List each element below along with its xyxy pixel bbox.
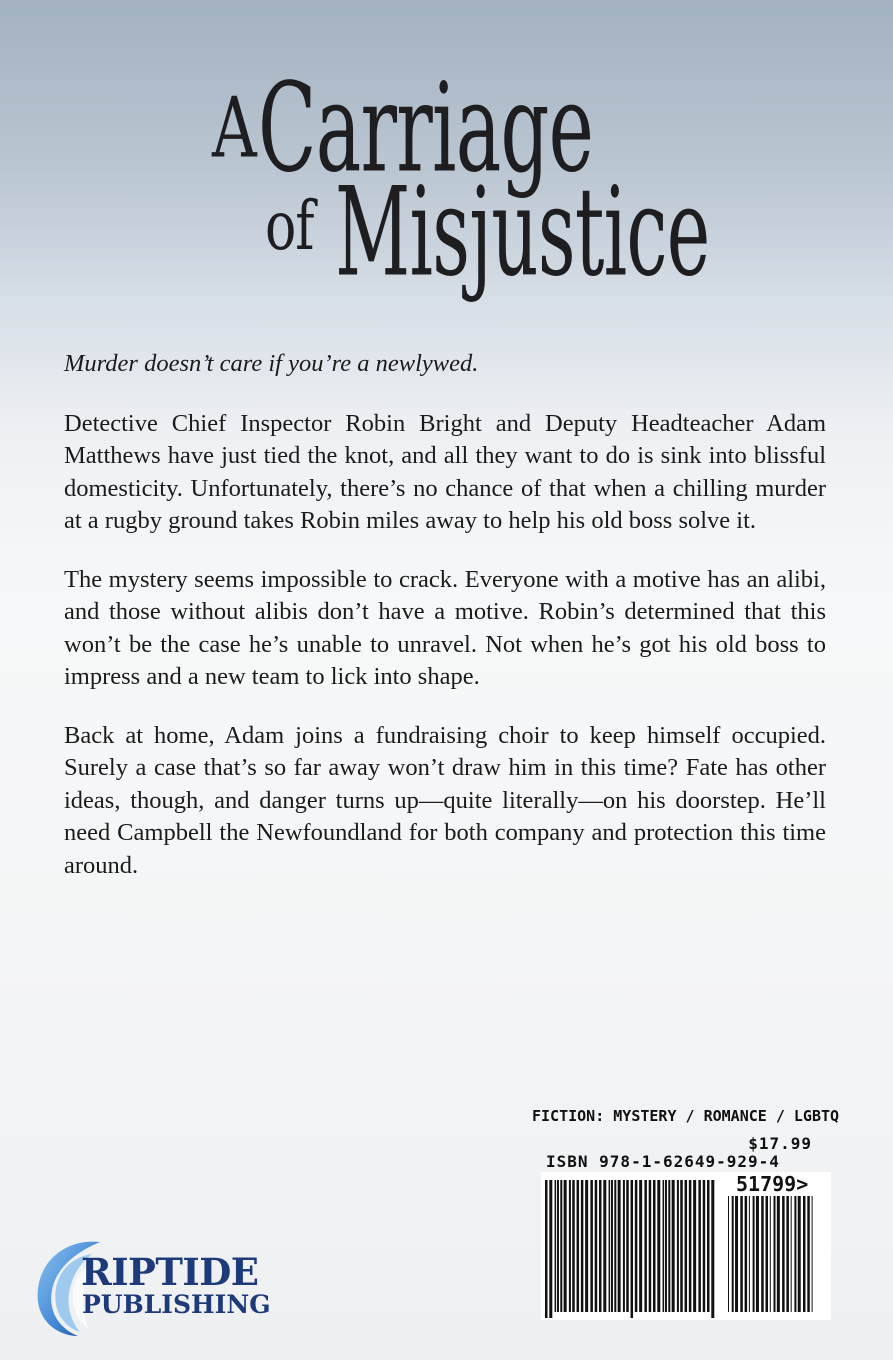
blurb-paragraph-3: Back at home, Adam joins a fundraising choir to keep himself occupied. Surely a case that’s so far away won’t draw him in this time? Fate has other ideas, though, and danger turns up—quite literally—on his doorstep. He’ll need Campbell the Newfoundland for both company and protection this time around. [64, 721, 826, 879]
barcode-bar [791, 1196, 792, 1312]
barcode-bar [623, 1180, 625, 1312]
blurb-tagline: Murder doesn’t care if you’re a newlywed. [64, 350, 479, 377]
barcode-bar [680, 1180, 683, 1312]
barcode-bar [693, 1180, 696, 1312]
barcode-bar [798, 1196, 801, 1312]
barcode-bar [685, 1180, 688, 1312]
barcode-bar [564, 1180, 567, 1312]
barcode-bar [774, 1196, 776, 1312]
barcode-bar [631, 1180, 634, 1318]
barcode-bar [689, 1180, 692, 1312]
barcode-bar [653, 1180, 656, 1312]
barcode-bar [545, 1180, 548, 1318]
barcode-bar [732, 1196, 734, 1312]
title-word-a: A [212, 78, 256, 177]
barcode-bar [609, 1180, 611, 1312]
price-label: $17.99 [748, 1134, 812, 1153]
barcode-bar [611, 1180, 613, 1312]
title-word-carriage: Carriage [258, 58, 594, 201]
barcode-bar [665, 1180, 667, 1312]
barcode-bar [803, 1196, 806, 1312]
barcode-supplement-code: 51799> [736, 1172, 809, 1196]
barcode-bar [672, 1180, 675, 1312]
publisher-name-line1: RIPTIDE [81, 1250, 259, 1294]
barcode-bar [603, 1180, 606, 1312]
barcode-bar [698, 1180, 701, 1312]
barcode-bar [766, 1196, 769, 1312]
barcode-bar [549, 1180, 552, 1318]
barcode-bar [557, 1180, 559, 1312]
barcode-bar [740, 1196, 743, 1312]
publisher-logo [30, 1232, 270, 1340]
barcode-bar [560, 1180, 562, 1312]
isbn-barcode [545, 1180, 715, 1318]
barcode-bar [595, 1180, 598, 1312]
barcode-bar [663, 1180, 665, 1312]
title-word-of: of [265, 188, 314, 266]
barcode-bar [703, 1180, 706, 1312]
barcode-bar [639, 1180, 642, 1312]
barcode-bar [585, 1180, 588, 1312]
barcode-bar [581, 1180, 584, 1312]
barcode-bar [657, 1180, 660, 1312]
isbn-label: ISBN 978-1-62649-929-4 [546, 1152, 780, 1171]
barcode-bar [569, 1180, 571, 1312]
barcode-bar [599, 1180, 602, 1312]
barcode-bar [590, 1180, 593, 1312]
blurb-paragraph-1: Detective Chief Inspector Robin Bright and Deputy Headteacher Adam Matthews have just tied the knot, and all they want to do is sink into blissful domesticity. Unfortunately, there’s no chance of that when a chilling murder at a rugby ground takes Robin miles away to help his old boss solve it. [64, 409, 826, 534]
barcode-bar [786, 1196, 789, 1312]
barcode-bar [572, 1180, 575, 1312]
barcode-bar [577, 1180, 580, 1312]
barcode-bar [635, 1180, 638, 1312]
title-word-misjustice: Misjustice [335, 162, 710, 305]
barcode-bar [782, 1196, 785, 1312]
barcode-bar [614, 1180, 616, 1312]
barcode-bar [677, 1180, 679, 1312]
publisher-name-line2: PUBLISHING [82, 1290, 271, 1319]
book-title [0, 0, 893, 320]
genre-label: FICTION: MYSTERY / ROMANCE / LGBTQ [532, 1107, 840, 1125]
barcode-bar [711, 1180, 714, 1318]
blurb-paragraph-2: The mystery seems impossible to crack. Everyone with a motive has an alibi, and those without alibis don’t have a motive. Robin’s determined that this won’t be the case he’s unable to unravel. Not when he’s got his old boss to impress and a new team to lick into shape. [64, 565, 826, 690]
barcode-bar [777, 1196, 780, 1312]
barcode-bar [668, 1180, 670, 1312]
barcode-bar [618, 1180, 621, 1312]
barcode-bar [649, 1180, 652, 1312]
barcode-bar [644, 1180, 647, 1312]
barcode-bar [794, 1196, 796, 1312]
barcode-bar [745, 1196, 748, 1312]
barcode-bar [626, 1180, 629, 1312]
book-blurb [64, 348, 826, 908]
barcode-bar [770, 1196, 771, 1312]
barcode-bar [555, 1180, 557, 1312]
barcode-bar [756, 1196, 759, 1312]
barcode-bar [749, 1196, 750, 1312]
barcode-bar [735, 1196, 738, 1312]
barcode-bar [728, 1196, 729, 1312]
barcode-bar [812, 1196, 813, 1312]
price-barcode [728, 1196, 814, 1318]
barcode-bar [753, 1196, 755, 1312]
barcode-bar [807, 1196, 810, 1312]
barcode-bar [707, 1180, 710, 1312]
barcode-bar [761, 1196, 764, 1312]
